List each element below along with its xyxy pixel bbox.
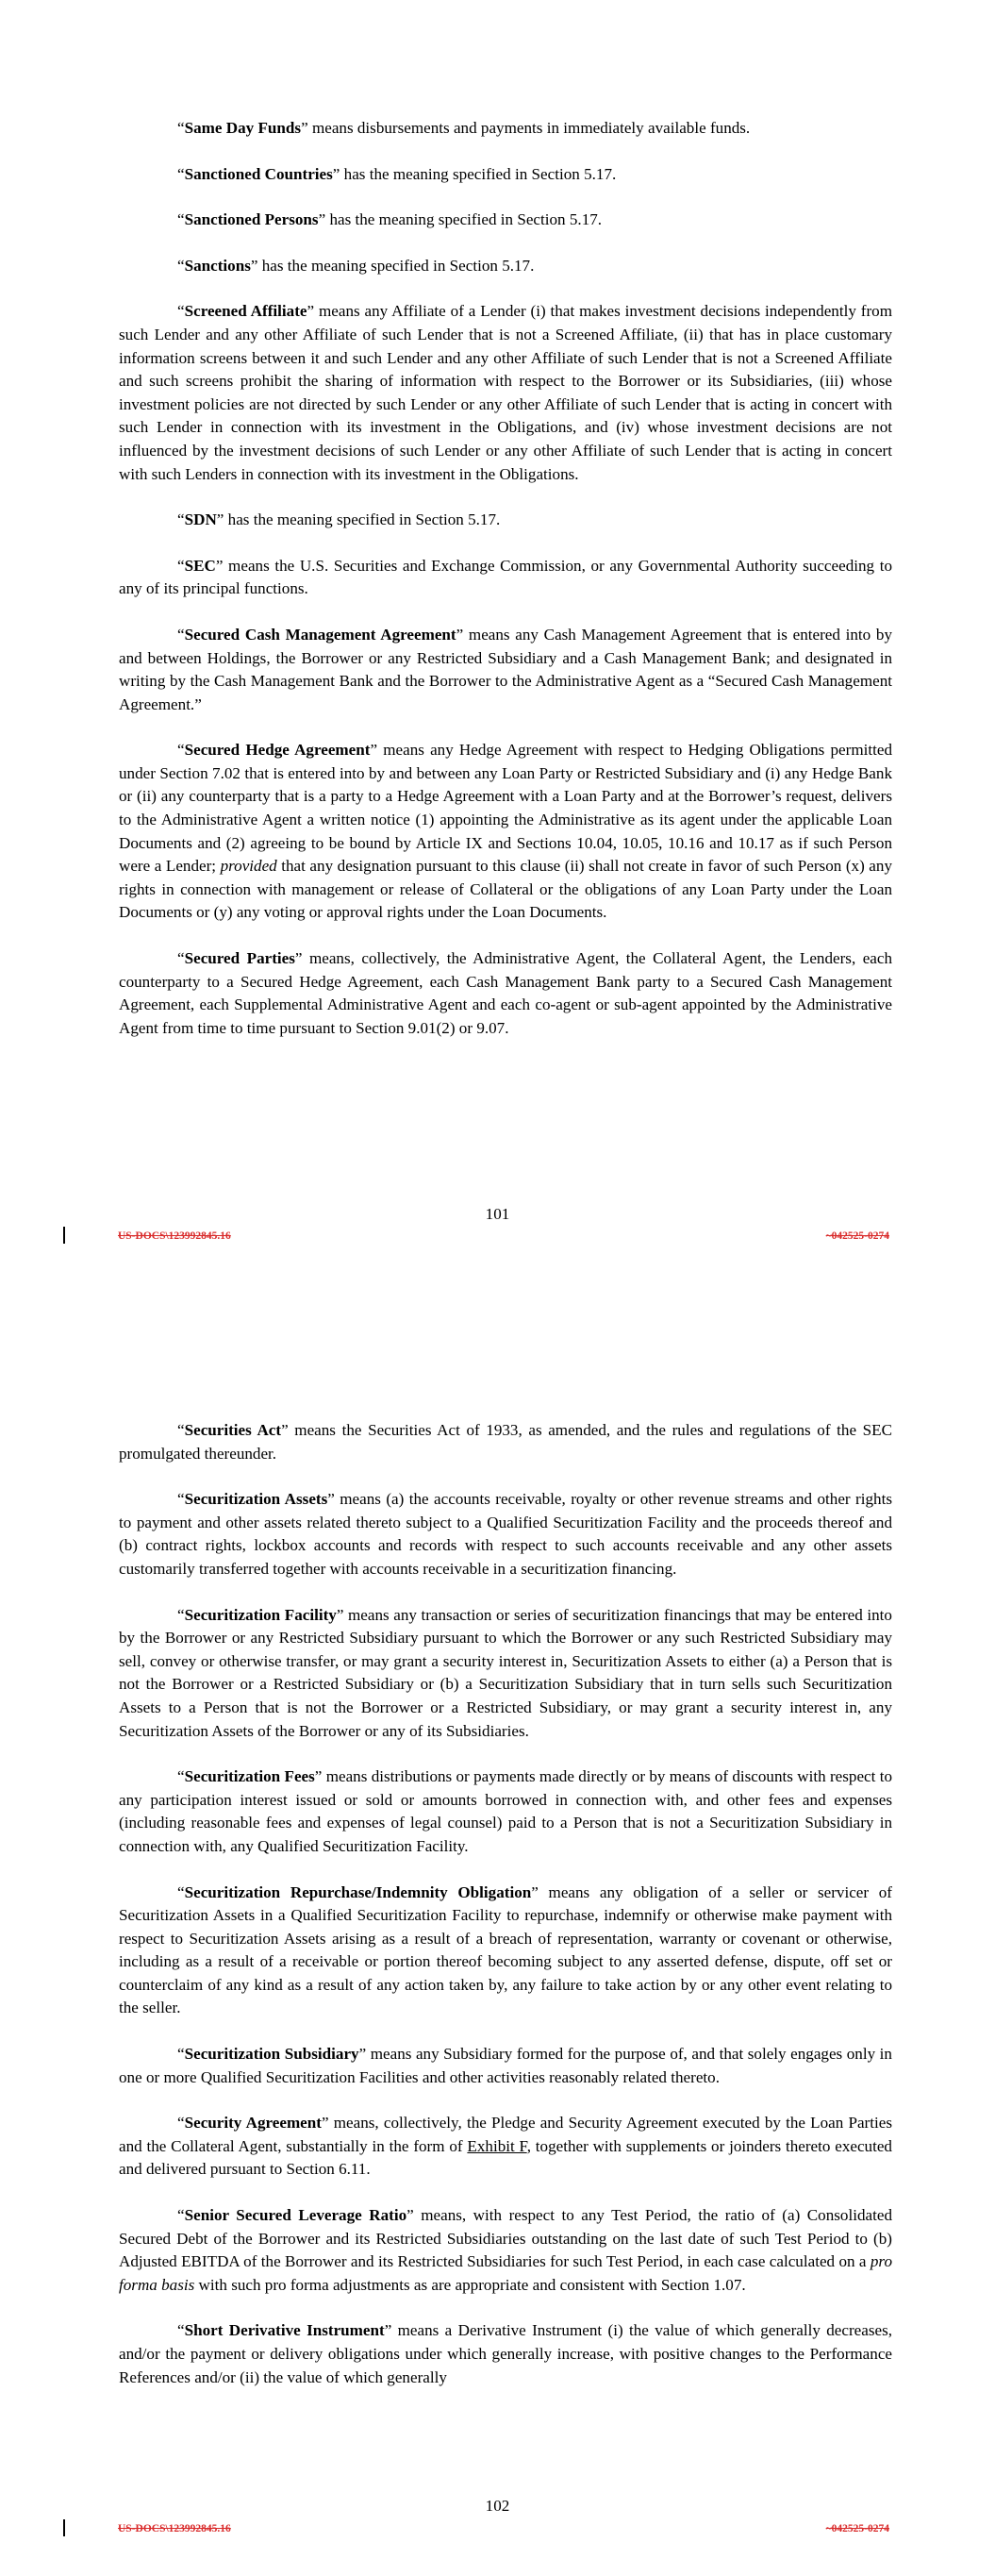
change-bar — [63, 2519, 65, 2536]
definition-paragraph: “SEC” means the U.S. Securities and Exchange Commission, or any Governmental Authority succeeding to any of its principal functions. — [119, 556, 892, 598]
definition-paragraph: “Sanctioned Countries” has the meaning specified in Section 5.17. — [177, 164, 617, 183]
definition-paragraph: “Securitization Assets” means (a) the accounts receivable, royalty or other revenue streams and other rights to payment and other assets related thereto subject to a Qualified Securitization Facility and the proceeds thereof and (b) contract rights, lockbox accounts and records with respect to such accounts receivable and any other assets customarily transferred together with accounts receivable in a securitization financing. — [119, 1490, 892, 1578]
definition-text: ” means a Derivative Instrument (i) the value of which generally decreases, and/or the payment or delivery obligations under which generally increase, with positive changes to the Performance References and/or (ii) the value of which generally — [119, 2321, 892, 2386]
defined-term: Same Day Funds — [184, 119, 302, 137]
definition-text: ” has the meaning specified in Section 5.17. — [332, 164, 617, 183]
italic-phrase: pro forma basis — [119, 2252, 892, 2294]
definition-text: ” means, collectively, the Pledge and Security Agreement executed by the Loan Parties and the Collateral Agent, substantially in the form of — [119, 2114, 892, 2155]
defined-term: Screened Affiliate — [184, 302, 307, 321]
exhibit-reference: Exhibit F — [467, 2136, 527, 2155]
definition-paragraph: “Securitization Facility” means any transaction or series of securitization financings that may be entered into by the Borrower or any Restricted Subsidiary pursuant to which the Borrower or any such Restricted Subsidiary may sell, convey or otherwise transfer, or may grant a security interest in, Securitization Assets to either (a) a Person that is not the Borrower or a Restricted Subsidiary or (b) a Securitization Subsidiary that in turn sells such Securitization Assets to a Person that is not the Borrower or a Restricted Subsidiary, or may grant a security interest in, any Securitization Assets of the Borrower or any of its Subsidiaries. — [119, 1605, 892, 1740]
definition-paragraph: “SDN” has the meaning specified in Section 5.17. — [177, 510, 501, 529]
definition-text-continued: that any designation pursuant to this clause (ii) shall not create in favor of such Person (x) any rights in connection with management or release of Collateral or the obligations of any Loan Party under the Loan Documents or (y) any voting or approval rights under the Loan Documents. — [119, 857, 892, 922]
definition-paragraph: “Secured Parties” means, collectively, the Administrative Agent, the Collateral Agent, the Lenders, each counterparty to a Secured Hedge Agreement, each Cash Management Bank party to a Secured Cash Management Agreement, each Supplemental Administrative Agent and each co-agent or sub-agent appointed by the Administrative Agent from time to time pursuant to Section 9.01(2) or 9.07. — [119, 949, 892, 1037]
definition-text: ” means any Affiliate of a Lender (i) that makes investment decisions independently from such Lender and any other Affiliate of such Lender that is not a Screened Affiliate, (ii) that has in place customary information screens between it and such Lender and any other Affiliate of such Lender that is not a Screened Affiliate and such screens prohibit the sharing of information with respect to the Borrower or its Subsidiaries, (iii) whose investment policies are not directed by such Lender or any other Affiliate of such Lender that is acting in concert with such Lender in connection with its investment in the Obligations, and (iv) whose investment decisions are not influenced by the investment decisions of such Lender or any other Affiliate of such Lender that is acting in concert with such Lenders in connection with its investment in the Obligations. — [119, 302, 893, 483]
defined-term: SDN — [184, 510, 217, 529]
definition-text: ” means distributions or payments made directly or by means of discounts with respect to any participation interest issued or sold or amounts borrowed in connection with, and other fees and expenses (including reasonable fees and expenses of legal counsel) paid to a Person that is not a Securitization Subsidiary in connection with, any Qualified Securitization Facility. — [119, 1767, 892, 1855]
definition-paragraph: “Secured Cash Management Agreement” means any Cash Management Agreement that is entered into by and between Holdings, the Borrower or any Restricted Subsidiary and a Cash Management Bank; and designated in writing by the Cash Management Bank and the Borrower to the Administrative Agent as a “Secured Cash Management Agreement.” — [119, 625, 892, 713]
definition-text: ” means, with respect to any Test Period, the ratio of (a) Consolidated Secured Debt of the Borrower and its Restricted Subsidiaries outstanding on the last date of such Test Period to (b) Adjusted EBITDA of the Borrower and its Restricted Subsidiaries for such Test Period, in each case calculated on a — [119, 2206, 892, 2271]
defined-term: Securitization Subsidiary — [184, 2045, 359, 2064]
definition-text: ” means any Subsidiary formed for the purpose of, and that solely engages only in one or more Qualified Securitization Facilities and other activities reasonably related thereto. — [119, 2045, 892, 2086]
defined-term: Sanctions — [184, 256, 251, 275]
definition-text: ” means any Hedge Agreement with respect to Hedging Obligations permitted under Section 7.02 that is entered into by and between any Loan Party or Restricted Subsidiary and (i) any Hedge Bank or (ii) any counterparty that is a party to a Hedge Agreement with a Loan Party and at the Borrower’s request, delivers to the Administrative Agent a written notice (1) appointing the Administrative as its agent under the applicable Loan Documents and (2) agreeing to be bound by Article IX and Sections 10.04, 10.05, 10.16 and 10.17 as if such Person were a Lender; — [119, 741, 892, 876]
defined-term: Sanctioned Countries — [184, 164, 333, 183]
definition-paragraph: “Sanctioned Persons” has the meaning specified in Section 5.17. — [177, 210, 603, 229]
italic-proviso: provided — [220, 857, 277, 876]
defined-term: Securitization Facility — [184, 1605, 337, 1624]
defined-term: Securities Act — [184, 1421, 282, 1439]
definition-text: ” has the meaning specified in Section 5.17. — [318, 210, 603, 229]
page-number: 102 — [485, 2497, 510, 2515]
definition-text: ” means the Securities Act of 1933, as amended, and the rules and regulations of the SEC promulgated thereunder. — [119, 1421, 892, 1463]
defined-term: Secured Parties — [184, 949, 295, 968]
definition-text: ” means any Cash Management Agreement that is entered into by and between Holdings, the Borrower or any Restricted Subsidiary and a Cash Management Bank; and designated in writing by the Cash Management Bank and the Borrower to the Administrative Agent as a “Secured Cash Management Agreement.” — [119, 625, 892, 713]
defined-term: SEC — [184, 556, 216, 575]
change-bar — [63, 1227, 65, 1244]
definition-paragraph: “Secured Hedge Agreement” means any Hedge Agreement with respect to Hedging Obligations permitted under Section 7.02 that is entered into by and between any Loan Party or Restricted Subsidiary and (i) any Hedge Bank or (ii) any counterparty that is a party to a Hedge Agreement with a Loan Party and at the Borrower’s request, delivers to the Administrative Agent a written notice (1) appointing the Administrative as its agent under the applicable Loan Documents and (2) agreeing to be bound by Article IX and Sections 10.04, 10.05, 10.16 and 10.17 as if such Person were a Lender; provided that any designation pursuant to this clause (ii) shall not create in favor of such Person (x) any rights in connection with management or release of Collateral or the obligations of any Loan Party under the Loan Documents or (y) any voting or approval rights under the Loan Documents. — [119, 741, 892, 922]
definition-paragraph: “Sanctions” has the meaning specified in Section 5.17. — [177, 256, 535, 275]
definition-paragraph: “Securitization Fees” means distributions or payments made directly or by means of discounts with respect to any participation interest issued or sold or amounts borrowed in connection with, and other fees and expenses (including reasonable fees and expenses of legal counsel) paid to a Person that is not a Securitization Subsidiary in connection with, any Qualified Securitization Facility. — [119, 1767, 892, 1855]
definition-paragraph: “Securitization Repurchase/Indemnity Obligation” means any obligation of a seller or servicer of Securitization Assets in a Qualified Securitization Facility to repurchase, indemnify or otherwise make payment with respect to Securitization Assets arising as a result of a breach of representation, warranty or covenant or otherwise, including as a result of a receivable or portion thereof becoming subject to any asserted defense, dispute, off set or counterclaim of any kind as a result of any action taken by, any failure to take action by or any other event relating to the seller. — [119, 1882, 892, 2017]
page-body — [119, 117, 892, 1062]
footer-matter-number: ~042525-0274 — [825, 2523, 889, 2534]
definition-text: ” means (a) the accounts receivable, royalty or other revenue streams and other rights to payment and other assets related thereto subject to a Qualified Securitization Facility and the proceeds thereof and (b) contract rights, lockbox accounts and records with respect to such accounts receivable and any other assets customarily transferred together with accounts receivable in a securitization financing. — [119, 1490, 892, 1578]
document-page-102 — [0, 1312, 995, 2576]
footer-matter-number: ~042525-0274 — [825, 1230, 889, 1242]
definition-text-continued: , together with supplements or joinders thereto executed and delivered pursuant to Section 6.11. — [119, 2136, 892, 2179]
defined-term: Short Derivative Instrument — [184, 2321, 385, 2340]
defined-term: Securitization Fees — [184, 1767, 315, 1786]
defined-term: Security Agreement — [184, 2114, 322, 2133]
page-body — [119, 1419, 892, 2412]
page-number: 101 — [485, 1205, 510, 1223]
defined-term: Securitization Assets — [184, 1490, 328, 1509]
definition-text: ” means the U.S. Securities and Exchange Commission, or any Governmental Authority succeeding to any of its principal functions. — [119, 556, 892, 598]
definition-text: ” means, collectively, the Administrative Agent, the Collateral Agent, the Lenders, each counterparty to a Secured Hedge Agreement, each Cash Management Bank party to a Secured Cash Management Agreement, each Supplemental Administrative Agent and each co-agent or sub-agent appointed by the Administrative Agent from time to time pursuant to Section 9.01(2) or 9.07. — [119, 949, 892, 1037]
definition-text: ” means any transaction or series of securitization financings that may be entered into by the Borrower or any Restricted Subsidiary pursuant to which the Borrower or any such Restricted Subsidiary may sell, convey or otherwise transfer, or may grant a security interest in, Securitization Assets to either (a) a Person that is not the Borrower or a Restricted Subsidiary or (b) a Securitization Subsidiary that in turn sells such Securitization Assets to a Person that is not the Borrower or a Restricted Subsidiary, or may grant a security interest in, any Securitization Assets of the Borrower or any of its Subsidiaries. — [119, 1605, 892, 1740]
definition-paragraph: “Short Derivative Instrument” means a Derivative Instrument (i) the value of which generally decreases, and/or the payment or delivery obligations under which generally increase, with positive changes to the Performance References and/or (ii) the value of which generally — [119, 2321, 892, 2386]
definition-paragraph: “Same Day Funds” means disbursements and payments in immediately available funds. — [177, 119, 751, 137]
defined-term: Secured Hedge Agreement — [184, 741, 371, 760]
definition-paragraph: “Securities Act” means the Securities Act of 1933, as amended, and the rules and regulations of the SEC promulgated thereunder. — [119, 1421, 892, 1463]
definition-text-continued: with such pro forma adjustments as are appropriate and consistent with Section 1.07. — [194, 2275, 746, 2294]
defined-term: Securitization Repurchase/Indemnity Obligation — [184, 1882, 532, 1901]
defined-term: Secured Cash Management Agreement — [184, 625, 456, 644]
footer-doc-id: US-DOCS\123992845.16 — [118, 1230, 231, 1242]
definition-text: ” means any obligation of a seller or servicer of Securitization Assets in a Qualified Securitization Facility to repurchase, indemnify or otherwise make payment with respect to Securitization Assets arising as a result of a breach of representation, warranty or covenant or otherwise, including as a result of a receivable or portion thereof becoming subject to any asserted defense, dispute, off set or counterclaim of any kind as a result of any action taken by, any failure to take action by or any other event relating to the seller. — [119, 1882, 892, 2017]
definition-text: ” means disbursements and payments in immediately available funds. — [301, 119, 751, 137]
definition-paragraph: “Senior Secured Leverage Ratio” means, with respect to any Test Period, the ratio of (a) Consolidated Secured Debt of the Borrower and its Restricted Subsidiaries outstanding on the last date of such Test Period to (b) Adjusted EBITDA of the Borrower and its Restricted Subsidiaries for such Test Period, in each case calculated on a pro forma basis with such pro forma adjustments as are appropriate and consistent with Section 1.07. — [119, 2206, 892, 2294]
definition-paragraph: “Screened Affiliate” means any Affiliate of a Lender (i) that makes investment decisions independently from such Lender and any other Affiliate of such Lender that is not a Screened Affiliate, (ii) that has in place customary information screens between it and such Lender and any other Affiliate of such Lender that is not a Screened Affiliate and such screens prohibit the sharing of information with respect to the Borrower or its Subsidiaries, (iii) whose investment policies are not directed by such Lender or any other Affiliate of such Lender that is acting in concert with such Lender in connection with its investment in the Obligations, and (iv) whose investment decisions are not influenced by the investment decisions of such Lender or any other Affiliate of such Lender that is acting in concert with such Lenders in connection with its investment in the Obligations. — [119, 302, 893, 483]
defined-term: Senior Secured Leverage Ratio — [184, 2206, 407, 2225]
definition-paragraph: “Security Agreement” means, collectively, the Pledge and Security Agreement executed by the Loan Parties and the Collateral Agent, substantially in the form of Exhibit F, together with supplements or joinders thereto executed and delivered pursuant to Section 6.11. — [119, 2114, 892, 2179]
definition-paragraph: “Securitization Subsidiary” means any Subsidiary formed for the purpose of, and that solely engages only in one or more Qualified Securitization Facilities and other activities reasonably related thereto. — [119, 2045, 892, 2086]
definition-text: ” has the meaning specified in Section 5.17. — [216, 510, 501, 529]
footer-doc-id: US-DOCS\123992845.16 — [118, 2523, 231, 2534]
defined-term: Sanctioned Persons — [184, 210, 319, 229]
definition-text: ” has the meaning specified in Section 5.17. — [250, 256, 535, 275]
